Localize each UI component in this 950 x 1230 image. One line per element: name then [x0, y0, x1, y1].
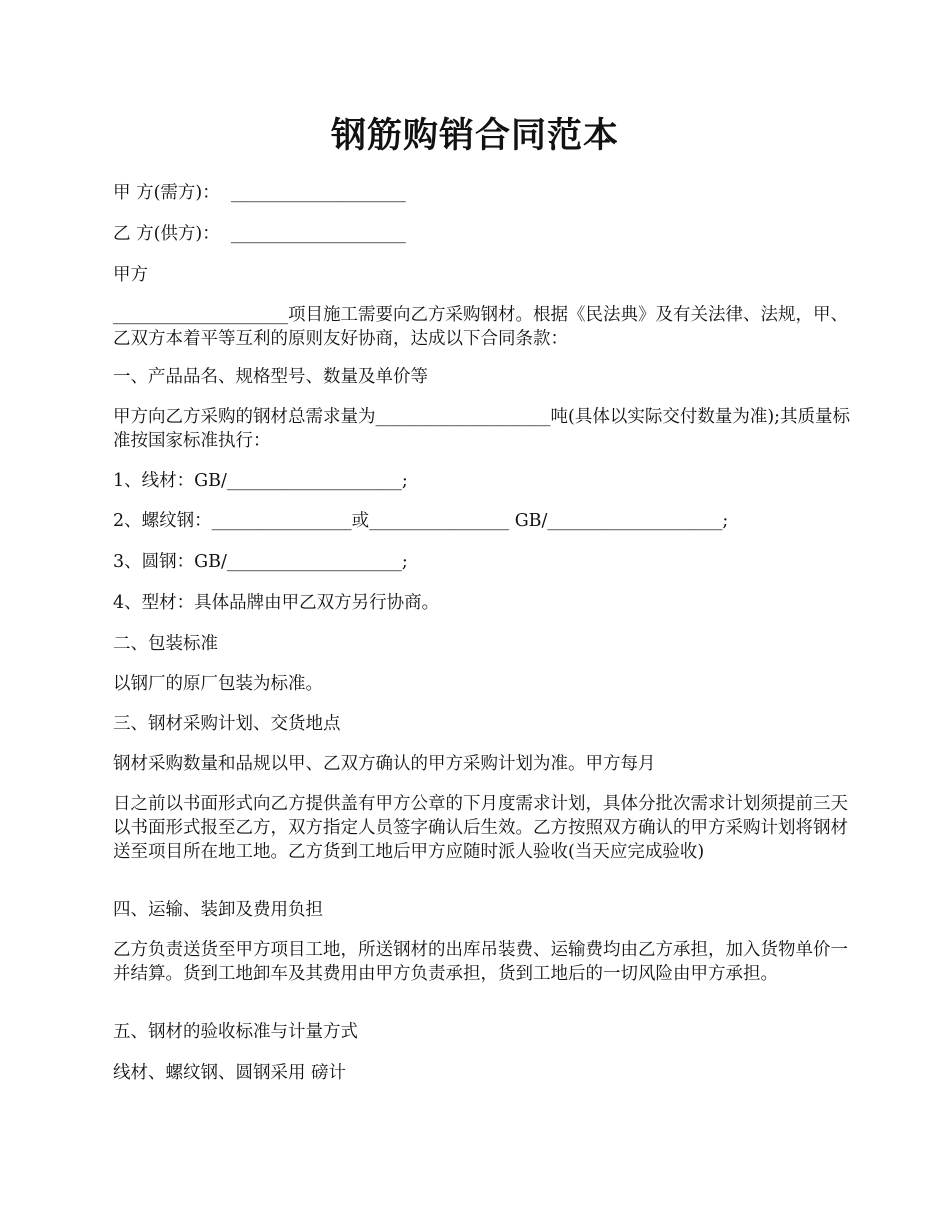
item-round-steel: 3、圆钢：GB/____________________;: [113, 552, 408, 572]
item-wire-rod: 1、线材：GB/____________________;: [113, 471, 408, 491]
delivery-paragraph: 日之前以书面形式向乙方提供盖有甲方公章的下月度需求计划，具体分批次需求计划须提前三天以书面形式报至乙方，双方指定人员签字确认后生效。乙方按照双方确认的甲方采购计划将钢材送至项目所在地工地。乙方货到工地后甲方应随时派人验收(当天应完成验收): [113, 794, 848, 862]
transport-paragraph: 乙方负责送货至甲方项目工地，所送钢材的出库吊装费、运输费均由乙方承担，加入货物单价一并结算。货到工地卸车及其费用由甲方负责承担，货到工地后的一切风险由甲方承担。: [113, 940, 848, 984]
document-title: 钢筋购销合同范本: [330, 115, 619, 156]
party-a-label: 甲方: [113, 265, 148, 285]
party-a-line: 甲 方(需方)： ____________________: [113, 183, 406, 203]
party-b-line: 乙 方(供方)： ____________________: [113, 224, 406, 244]
section-2-heading: 二、包装标准: [113, 634, 218, 654]
quantity-paragraph: 甲方向乙方采购的钢材总需求量为____________________吨(具体以实际交付数量为准);其质量标准按国家标准执行：: [113, 407, 851, 451]
intro-paragraph: ____________________项目施工需要向乙方采购钢材。根据《民法典》及有关法律、法规，甲、乙双方本着平等互利的原则友好协商，达成以下合同条款：: [113, 305, 848, 349]
section-4-heading: 四、运输、装卸及费用负担: [113, 900, 323, 920]
item-profile-steel: 4、型材：具体品牌由甲乙双方另行协商。: [113, 593, 440, 613]
purchase-plan-paragraph: 钢材采购数量和品规以甲、乙双方确认的甲方采购计划为准。甲方每月: [113, 754, 656, 774]
section-3-heading: 三、钢材采购计划、交货地点: [113, 714, 341, 734]
section-1-heading: 一、产品品名、规格型号、数量及单价等: [113, 367, 428, 387]
packaging-paragraph: 以钢厂的原厂包装为标准。: [113, 674, 323, 694]
item-rebar: 2、螺纹钢：________________或________________ GB/____________________;: [113, 511, 729, 531]
section-5-heading: 五、钢材的验收标准与计量方式: [113, 1022, 358, 1042]
measurement-paragraph: 线材、螺纹钢、圆钢采用 磅计: [113, 1063, 347, 1083]
